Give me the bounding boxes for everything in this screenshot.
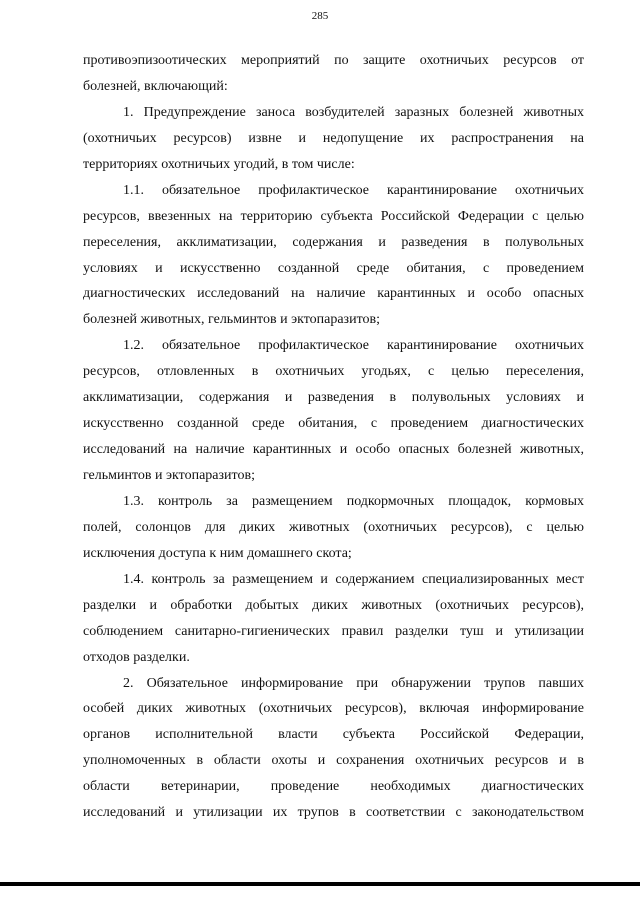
text-line: болезней, включающий: <box>83 78 228 94</box>
text-line: диагностических исследований на наличие карантинных и особо опасных <box>83 286 584 302</box>
text-line: 1.4. контроль за размещением и содержанием специализированных мест <box>123 571 584 587</box>
text-line: 1.2. обязательное профилактическое карантинирование охотничьих <box>123 338 584 354</box>
bottom-rule <box>0 882 640 886</box>
text-line: отходов разделки. <box>83 649 190 665</box>
paragraph <box>83 48 584 100</box>
text-line: полей, солонцов для диких животных (охотничьих ресурсов), с целью <box>83 519 584 535</box>
text-line: области ветеринарии, проведение необходимых диагностических <box>83 779 584 795</box>
text-line: 1.1. обязательное профилактическое карантинирование охотничьих <box>123 182 584 198</box>
text-line: болезней животных, гельминтов и эктопаразитов; <box>83 312 381 328</box>
text-line: исследований и утилизации их трупов в соответствии с законодательством <box>83 805 584 821</box>
text-line: территориях охотничьих угодий, в том числе: <box>83 156 355 172</box>
text-line: ресурсов, отловленных в охотничьих угодьях, с целью переселения, <box>83 364 584 380</box>
text-line: 2. Обязательное информирование при обнаружении трупов павших <box>123 675 584 691</box>
text-line: исключения доступа к ним домашнего скота; <box>83 545 352 561</box>
text-line: 1.3. контроль за размещением подкормочных площадок, кормовых <box>123 493 584 509</box>
text-line: органов исполнительной власти субъекта Российской Федерации, <box>83 727 584 743</box>
text-line: условиях и искусственно созданной среде обитания, с проведением <box>83 260 584 276</box>
text-line: уполномоченных в области охоты и сохранения охотничьих ресурсов и в <box>83 753 584 769</box>
paragraph <box>83 100 584 178</box>
page-number: 285 <box>311 10 329 22</box>
text-line: соблюдением санитарно-гигиенических правил разделки туш и утилизации <box>83 623 584 639</box>
text-line: разделки и обработки добытых диких животных (охотничьих ресурсов), <box>83 597 584 613</box>
text-line: искусственно созданной среде обитания, с проведением диагностических <box>83 416 584 432</box>
document-body <box>83 48 584 826</box>
text-line: (охотничьих ресурсов) извне и недопущение их распространения на <box>83 130 584 146</box>
text-line: противоэпизоотических мероприятий по защите охотничьих ресурсов от <box>83 53 584 68</box>
text-line: переселения, акклиматизации, содержания и разведения в полувольных <box>83 234 584 250</box>
text-line: акклиматизации, содержания и разведения в полувольных условиях и <box>83 390 584 406</box>
text-line: гельминтов и эктопаразитов; <box>83 468 255 483</box>
paragraph <box>83 178 584 334</box>
paragraph <box>83 489 584 567</box>
text-line: исследований на наличие карантинных и особо опасных болезней животных, <box>83 442 584 458</box>
paragraph <box>83 567 584 671</box>
text-line: ресурсов, ввезенных на территорию субъекта Российской Федерации с целью <box>83 208 584 224</box>
text-line: 1. Предупреждение заноса возбудителей заразных болезней животных <box>123 104 584 120</box>
paragraph <box>83 671 584 827</box>
paragraph <box>83 333 584 489</box>
text-line: особей диких животных (охотничьих ресурсов), включая информирование <box>83 701 584 717</box>
